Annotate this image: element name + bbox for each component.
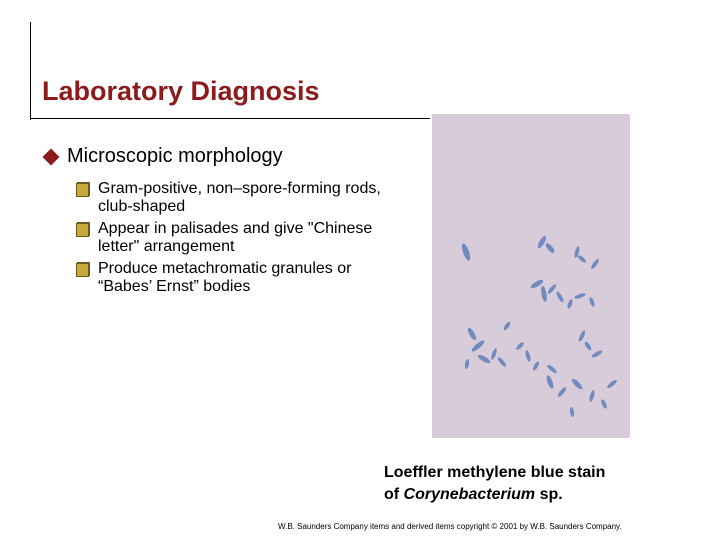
sub-bullet: [76, 220, 406, 256]
main-bullet: [42, 145, 283, 168]
caption-genus: Corynebacterium: [403, 486, 536, 503]
main-bullet-text: Microscopic morphology: [67, 145, 283, 167]
micrograph-image: [432, 114, 630, 438]
diamond-icon: [43, 148, 60, 165]
slide-title: Laboratory Diagnosis: [42, 76, 320, 106]
stacked-pages-icon: [76, 222, 90, 237]
sub-bullet-text: Produce metachromatic granules or “Babes’ Ernst” bodies: [98, 260, 352, 295]
copyright-notice: W.B. Saunders Company items and derived items copyright © 2001 by W.B. Saunders Company.: [278, 522, 622, 531]
stacked-pages-icon: [76, 262, 90, 277]
title-horizontal-rule: [30, 118, 430, 119]
caption-suffix: sp.: [535, 486, 563, 503]
sub-bullet: [76, 260, 406, 296]
sub-bullet: [76, 180, 406, 216]
stacked-pages-icon: [76, 182, 90, 197]
sub-bullet-list: [76, 180, 406, 300]
figure-caption: [384, 462, 605, 506]
sub-bullet-text: Gram-positive, non–spore-forming rods, club-shaped: [98, 180, 381, 215]
caption-line-1: Loeffler methylene blue stain: [384, 464, 606, 481]
title-vertical-rule: [30, 22, 31, 120]
sub-bullet-text: Appear in palisades and give "Chinese letter" arrangement: [98, 220, 373, 255]
micrograph-bacteria: [432, 114, 630, 438]
caption-prefix: of: [384, 486, 404, 503]
caption-line-2: [384, 484, 605, 506]
